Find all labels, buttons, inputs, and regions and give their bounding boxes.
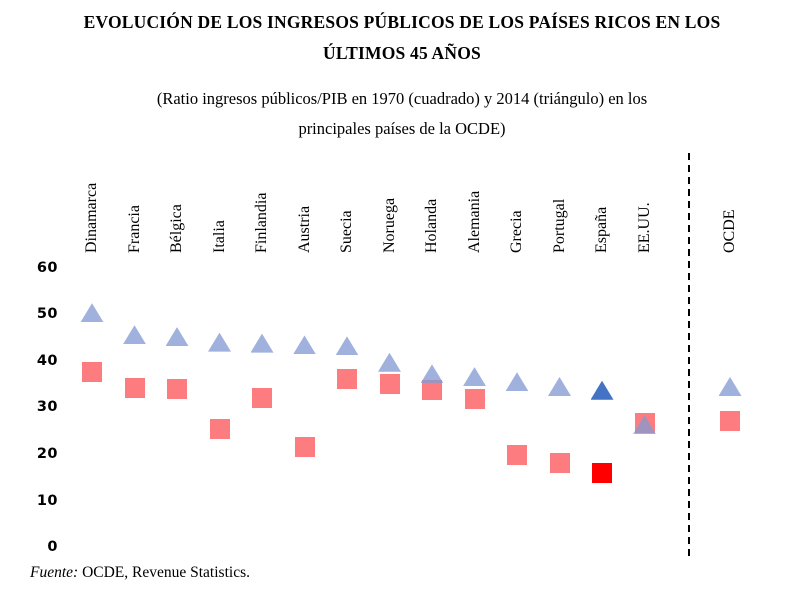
marker-2014-italia bbox=[208, 333, 231, 352]
marker-2014-austria bbox=[293, 335, 316, 354]
category-label-austria: Austria bbox=[295, 205, 313, 253]
category-label-alemania: Alemania bbox=[465, 190, 483, 253]
marker-2014-b-lgica bbox=[166, 327, 189, 346]
category-label-espa-a: España bbox=[593, 206, 610, 253]
y-axis-tick-10: 10 bbox=[36, 492, 58, 509]
marker-1970-b-lgica bbox=[167, 379, 187, 399]
marker-1970-austria bbox=[295, 437, 315, 457]
category-label-dinamarca: Dinamarca bbox=[83, 182, 100, 253]
ocde-dashed-separator bbox=[688, 153, 690, 557]
y-axis-tick-60: 60 bbox=[36, 259, 58, 276]
chart-title-line1: EVOLUCIÓN DE LOS INGRESOS PÚBLICOS DE LOS PAÍSES RICOS EN LOS bbox=[83, 12, 721, 32]
marker-2014-ocde bbox=[719, 377, 742, 396]
marker-2014-finlandia bbox=[251, 334, 274, 353]
marker-1970-suecia bbox=[337, 369, 357, 389]
marker-2014-portugal bbox=[548, 377, 571, 396]
y-axis-tick-40: 40 bbox=[36, 352, 58, 369]
marker-1970-francia bbox=[125, 378, 145, 398]
marker-1970-portugal bbox=[550, 453, 570, 473]
y-axis-tick-20: 20 bbox=[36, 446, 58, 463]
chart-subtitle-line1: (Ratio ingresos públicos/PIB en 1970 (cuadrado) y 2014 (triángulo) en los bbox=[156, 89, 648, 108]
source-text: OCDE, Revenue Statistics. bbox=[78, 564, 250, 581]
category-label-ee-uu: EE.UU. bbox=[635, 202, 653, 253]
marker-1970-dinamarca bbox=[82, 362, 102, 382]
category-label-grecia: Grecia bbox=[508, 210, 525, 253]
marker-1970-finlandia bbox=[252, 388, 272, 408]
marker-1970-italia bbox=[210, 419, 230, 439]
marker-2014-francia bbox=[123, 325, 146, 344]
marker-2014-espa-a bbox=[591, 381, 614, 400]
source-label: Fuente: bbox=[30, 564, 79, 581]
marker-1970-noruega bbox=[380, 374, 400, 394]
y-axis-tick-0: 0 bbox=[47, 539, 58, 556]
source-note bbox=[30, 563, 250, 583]
chart-subtitle-line2: principales países de la OCDE) bbox=[298, 119, 506, 138]
chart-title-line2: ÚLTIMOS 45 AÑOS bbox=[323, 43, 481, 63]
marker-2014-alemania bbox=[463, 367, 486, 386]
marker-2014-suecia bbox=[336, 336, 359, 355]
category-label-francia: Francia bbox=[125, 205, 143, 253]
category-label-finlandia: Finlandia bbox=[253, 192, 270, 253]
y-axis-tick-30: 30 bbox=[36, 399, 58, 416]
marker-2014-holanda bbox=[421, 364, 444, 383]
category-label-ocde: OCDE bbox=[721, 209, 738, 253]
category-label-italia: Italia bbox=[210, 220, 228, 253]
marker-1970-grecia bbox=[507, 445, 527, 465]
category-label-holanda: Holanda bbox=[423, 198, 440, 253]
category-label-noruega: Noruega bbox=[380, 197, 398, 253]
marker-1970-espa-a bbox=[592, 463, 612, 483]
category-label-suecia: Suecia bbox=[338, 210, 355, 253]
category-label-b-lgica: Bélgica bbox=[168, 204, 185, 253]
y-axis-tick-50: 50 bbox=[36, 306, 58, 323]
marker-1970-ocde bbox=[720, 411, 740, 431]
marker-2014-noruega bbox=[378, 353, 401, 372]
marker-2014-dinamarca bbox=[81, 303, 104, 322]
marker-1970-alemania bbox=[465, 389, 485, 409]
category-label-portugal: Portugal bbox=[550, 198, 568, 253]
marker-2014-grecia bbox=[506, 372, 529, 391]
